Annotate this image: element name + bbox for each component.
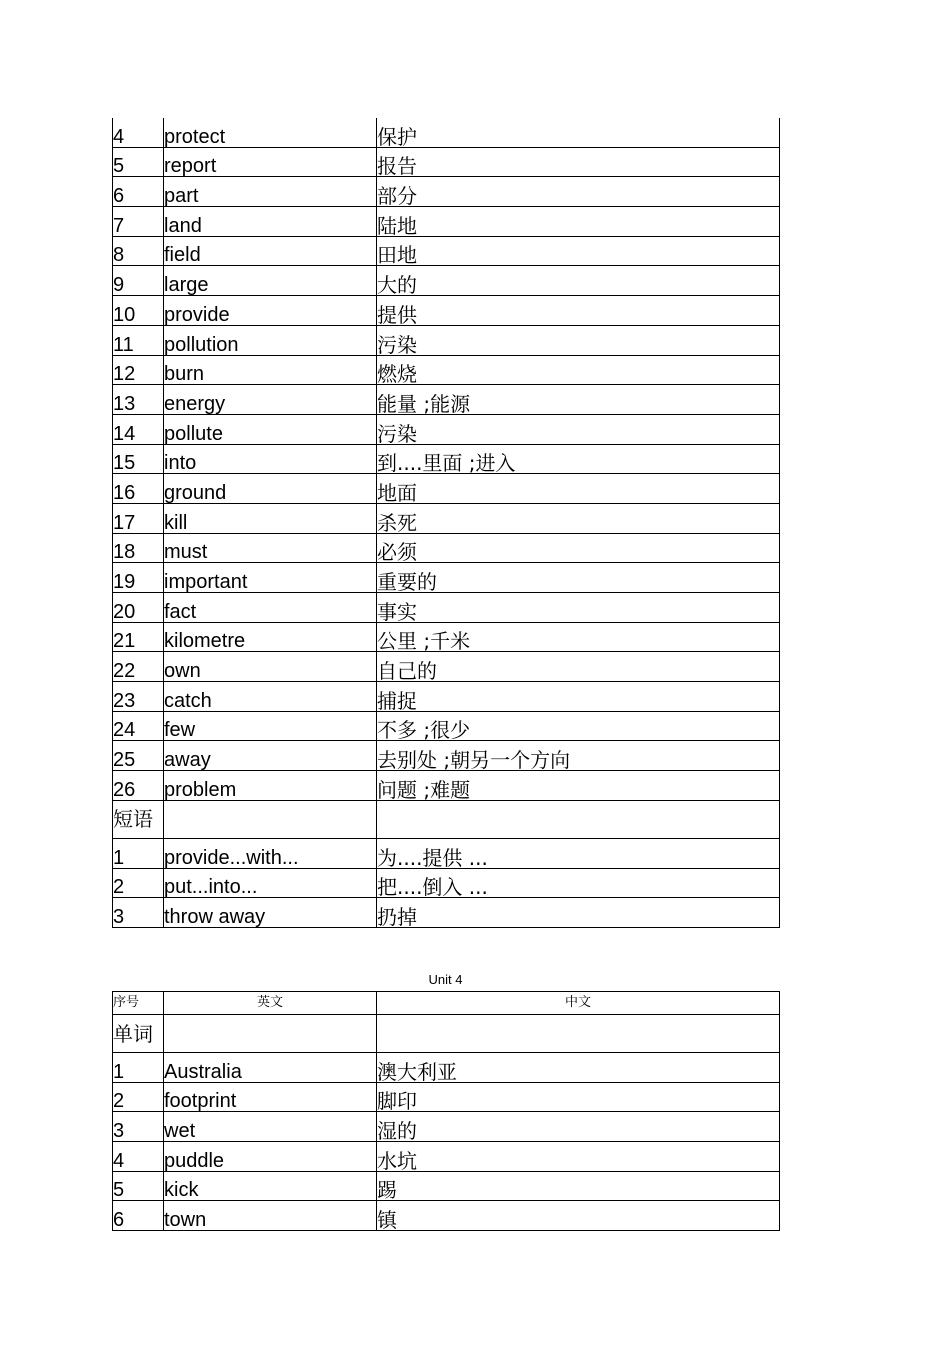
row-number: 15 [113, 444, 164, 474]
chinese-meaning: 大的 [377, 266, 780, 296]
table-row [113, 1053, 780, 1083]
table-row [113, 474, 780, 504]
row-number: 4 [113, 1142, 164, 1172]
english-word: into [164, 444, 377, 474]
row-number: 5 [113, 1171, 164, 1201]
row-number: 19 [113, 563, 164, 593]
table-row [113, 207, 780, 237]
chinese-meaning: 能量 ;能源 [377, 385, 780, 415]
chinese-meaning: 部分 [377, 177, 780, 207]
row-number: 25 [113, 741, 164, 771]
table-header-row [113, 992, 780, 1015]
word-section-row [113, 1015, 780, 1053]
english-word: must [164, 533, 377, 563]
table-row [113, 741, 780, 771]
chinese-meaning: 保护 [377, 118, 780, 147]
table-row [113, 868, 780, 898]
header-number: 序号 [113, 992, 164, 1015]
row-number: 10 [113, 296, 164, 326]
table-row [113, 771, 780, 801]
row-number: 3 [113, 898, 164, 928]
table-row [113, 385, 780, 415]
chinese-meaning: 捕捉 [377, 682, 780, 712]
chinese-meaning: 不多 ;很少 [377, 711, 780, 741]
english-word: protect [164, 118, 377, 147]
table-row [113, 652, 780, 682]
row-number: 9 [113, 266, 164, 296]
chinese-meaning: 镇 [377, 1201, 780, 1231]
table-row [113, 147, 780, 177]
table-row [113, 177, 780, 207]
english-word: Australia [164, 1053, 377, 1083]
chinese-meaning: 燃烧 [377, 355, 780, 385]
table-row [113, 1082, 780, 1112]
chinese-meaning: 水坑 [377, 1142, 780, 1172]
empty-cell [377, 1015, 780, 1053]
row-number: 1 [113, 1053, 164, 1083]
chinese-meaning: 杀死 [377, 503, 780, 533]
empty-cell [164, 800, 377, 838]
english-word: burn [164, 355, 377, 385]
chinese-meaning: 地面 [377, 474, 780, 504]
row-number: 2 [113, 868, 164, 898]
english-word: problem [164, 771, 377, 801]
table-row [113, 1201, 780, 1231]
empty-cell [377, 800, 780, 838]
unit3-words-body [113, 118, 780, 800]
table-row [113, 355, 780, 385]
english-phrase: provide...with... [164, 838, 377, 868]
unit-title: Unit 4 [428, 972, 463, 987]
row-number: 20 [113, 593, 164, 623]
header-english: 英文 [164, 992, 377, 1015]
english-word: catch [164, 682, 377, 712]
phrase-section-row [113, 800, 780, 838]
english-word: wet [164, 1112, 377, 1142]
row-number: 1 [113, 838, 164, 868]
english-word: ground [164, 474, 377, 504]
row-number: 2 [113, 1082, 164, 1112]
row-number: 7 [113, 207, 164, 237]
table-row [113, 898, 780, 928]
chinese-meaning: 问题 ;难题 [377, 771, 780, 801]
row-number: 22 [113, 652, 164, 682]
english-phrase: throw away [164, 898, 377, 928]
english-word: large [164, 266, 377, 296]
row-number: 14 [113, 414, 164, 444]
chinese-meaning: 公里 ;千米 [377, 622, 780, 652]
english-word: kill [164, 503, 377, 533]
row-number: 4 [113, 118, 164, 147]
chinese-meaning: 提供 [377, 296, 780, 326]
empty-cell [164, 1015, 377, 1053]
table-row [113, 533, 780, 563]
chinese-meaning: 污染 [377, 325, 780, 355]
table-row [113, 563, 780, 593]
chinese-meaning: 把....倒入 ... [377, 868, 780, 898]
unit3-vocab-table [112, 118, 780, 928]
english-word: puddle [164, 1142, 377, 1172]
row-number: 24 [113, 711, 164, 741]
chinese-meaning: 陆地 [377, 207, 780, 237]
chinese-meaning: 到....里面 ;进入 [377, 444, 780, 474]
english-word: kilometre [164, 622, 377, 652]
english-word: pollution [164, 325, 377, 355]
table-row [113, 838, 780, 868]
english-word: away [164, 741, 377, 771]
chinese-meaning: 澳大利亚 [377, 1053, 780, 1083]
chinese-meaning: 必须 [377, 533, 780, 563]
chinese-meaning: 自己的 [377, 652, 780, 682]
chinese-meaning: 污染 [377, 414, 780, 444]
unit4-vocab-table [112, 991, 780, 1231]
chinese-meaning: 田地 [377, 236, 780, 266]
english-word: land [164, 207, 377, 237]
table-row [113, 1112, 780, 1142]
row-number: 8 [113, 236, 164, 266]
english-word: part [164, 177, 377, 207]
english-word: energy [164, 385, 377, 415]
english-phrase: put...into... [164, 868, 377, 898]
phrase-label: 短语 [113, 800, 164, 838]
chinese-meaning: 去别处 ;朝另一个方向 [377, 741, 780, 771]
row-number: 12 [113, 355, 164, 385]
row-number: 16 [113, 474, 164, 504]
chinese-meaning: 事实 [377, 593, 780, 623]
table-row [113, 1142, 780, 1172]
table-row [113, 682, 780, 712]
english-word: report [164, 147, 377, 177]
english-word: footprint [164, 1082, 377, 1112]
table-row [113, 444, 780, 474]
unit3-phrases-body [113, 800, 780, 927]
table-row [113, 118, 780, 147]
english-word: field [164, 236, 377, 266]
row-number: 11 [113, 325, 164, 355]
row-number: 5 [113, 147, 164, 177]
row-number: 21 [113, 622, 164, 652]
row-number: 6 [113, 1201, 164, 1231]
table-row [113, 711, 780, 741]
table-row [113, 622, 780, 652]
english-word: few [164, 711, 377, 741]
english-word: town [164, 1201, 377, 1231]
english-word: pollute [164, 414, 377, 444]
header-chinese: 中文 [377, 992, 780, 1015]
row-number: 17 [113, 503, 164, 533]
table-row [113, 414, 780, 444]
row-number: 6 [113, 177, 164, 207]
chinese-meaning: 湿的 [377, 1112, 780, 1142]
row-number: 18 [113, 533, 164, 563]
english-word: own [164, 652, 377, 682]
chinese-meaning: 踢 [377, 1171, 780, 1201]
table-row [113, 325, 780, 355]
row-number: 23 [113, 682, 164, 712]
chinese-meaning: 为....提供 ... [377, 838, 780, 868]
english-word: provide [164, 296, 377, 326]
chinese-meaning: 重要的 [377, 563, 780, 593]
table-row [113, 236, 780, 266]
english-word: kick [164, 1171, 377, 1201]
chinese-meaning: 报告 [377, 147, 780, 177]
word-label: 单词 [113, 1015, 164, 1053]
table-row [113, 296, 780, 326]
row-number: 13 [113, 385, 164, 415]
chinese-meaning: 扔掉 [377, 898, 780, 928]
chinese-meaning: 脚印 [377, 1082, 780, 1112]
table-row [113, 266, 780, 296]
row-number: 3 [113, 1112, 164, 1142]
table-row [113, 1171, 780, 1201]
table-row [113, 503, 780, 533]
english-word: fact [164, 593, 377, 623]
table-row [113, 593, 780, 623]
row-number: 26 [113, 771, 164, 801]
english-word: important [164, 563, 377, 593]
